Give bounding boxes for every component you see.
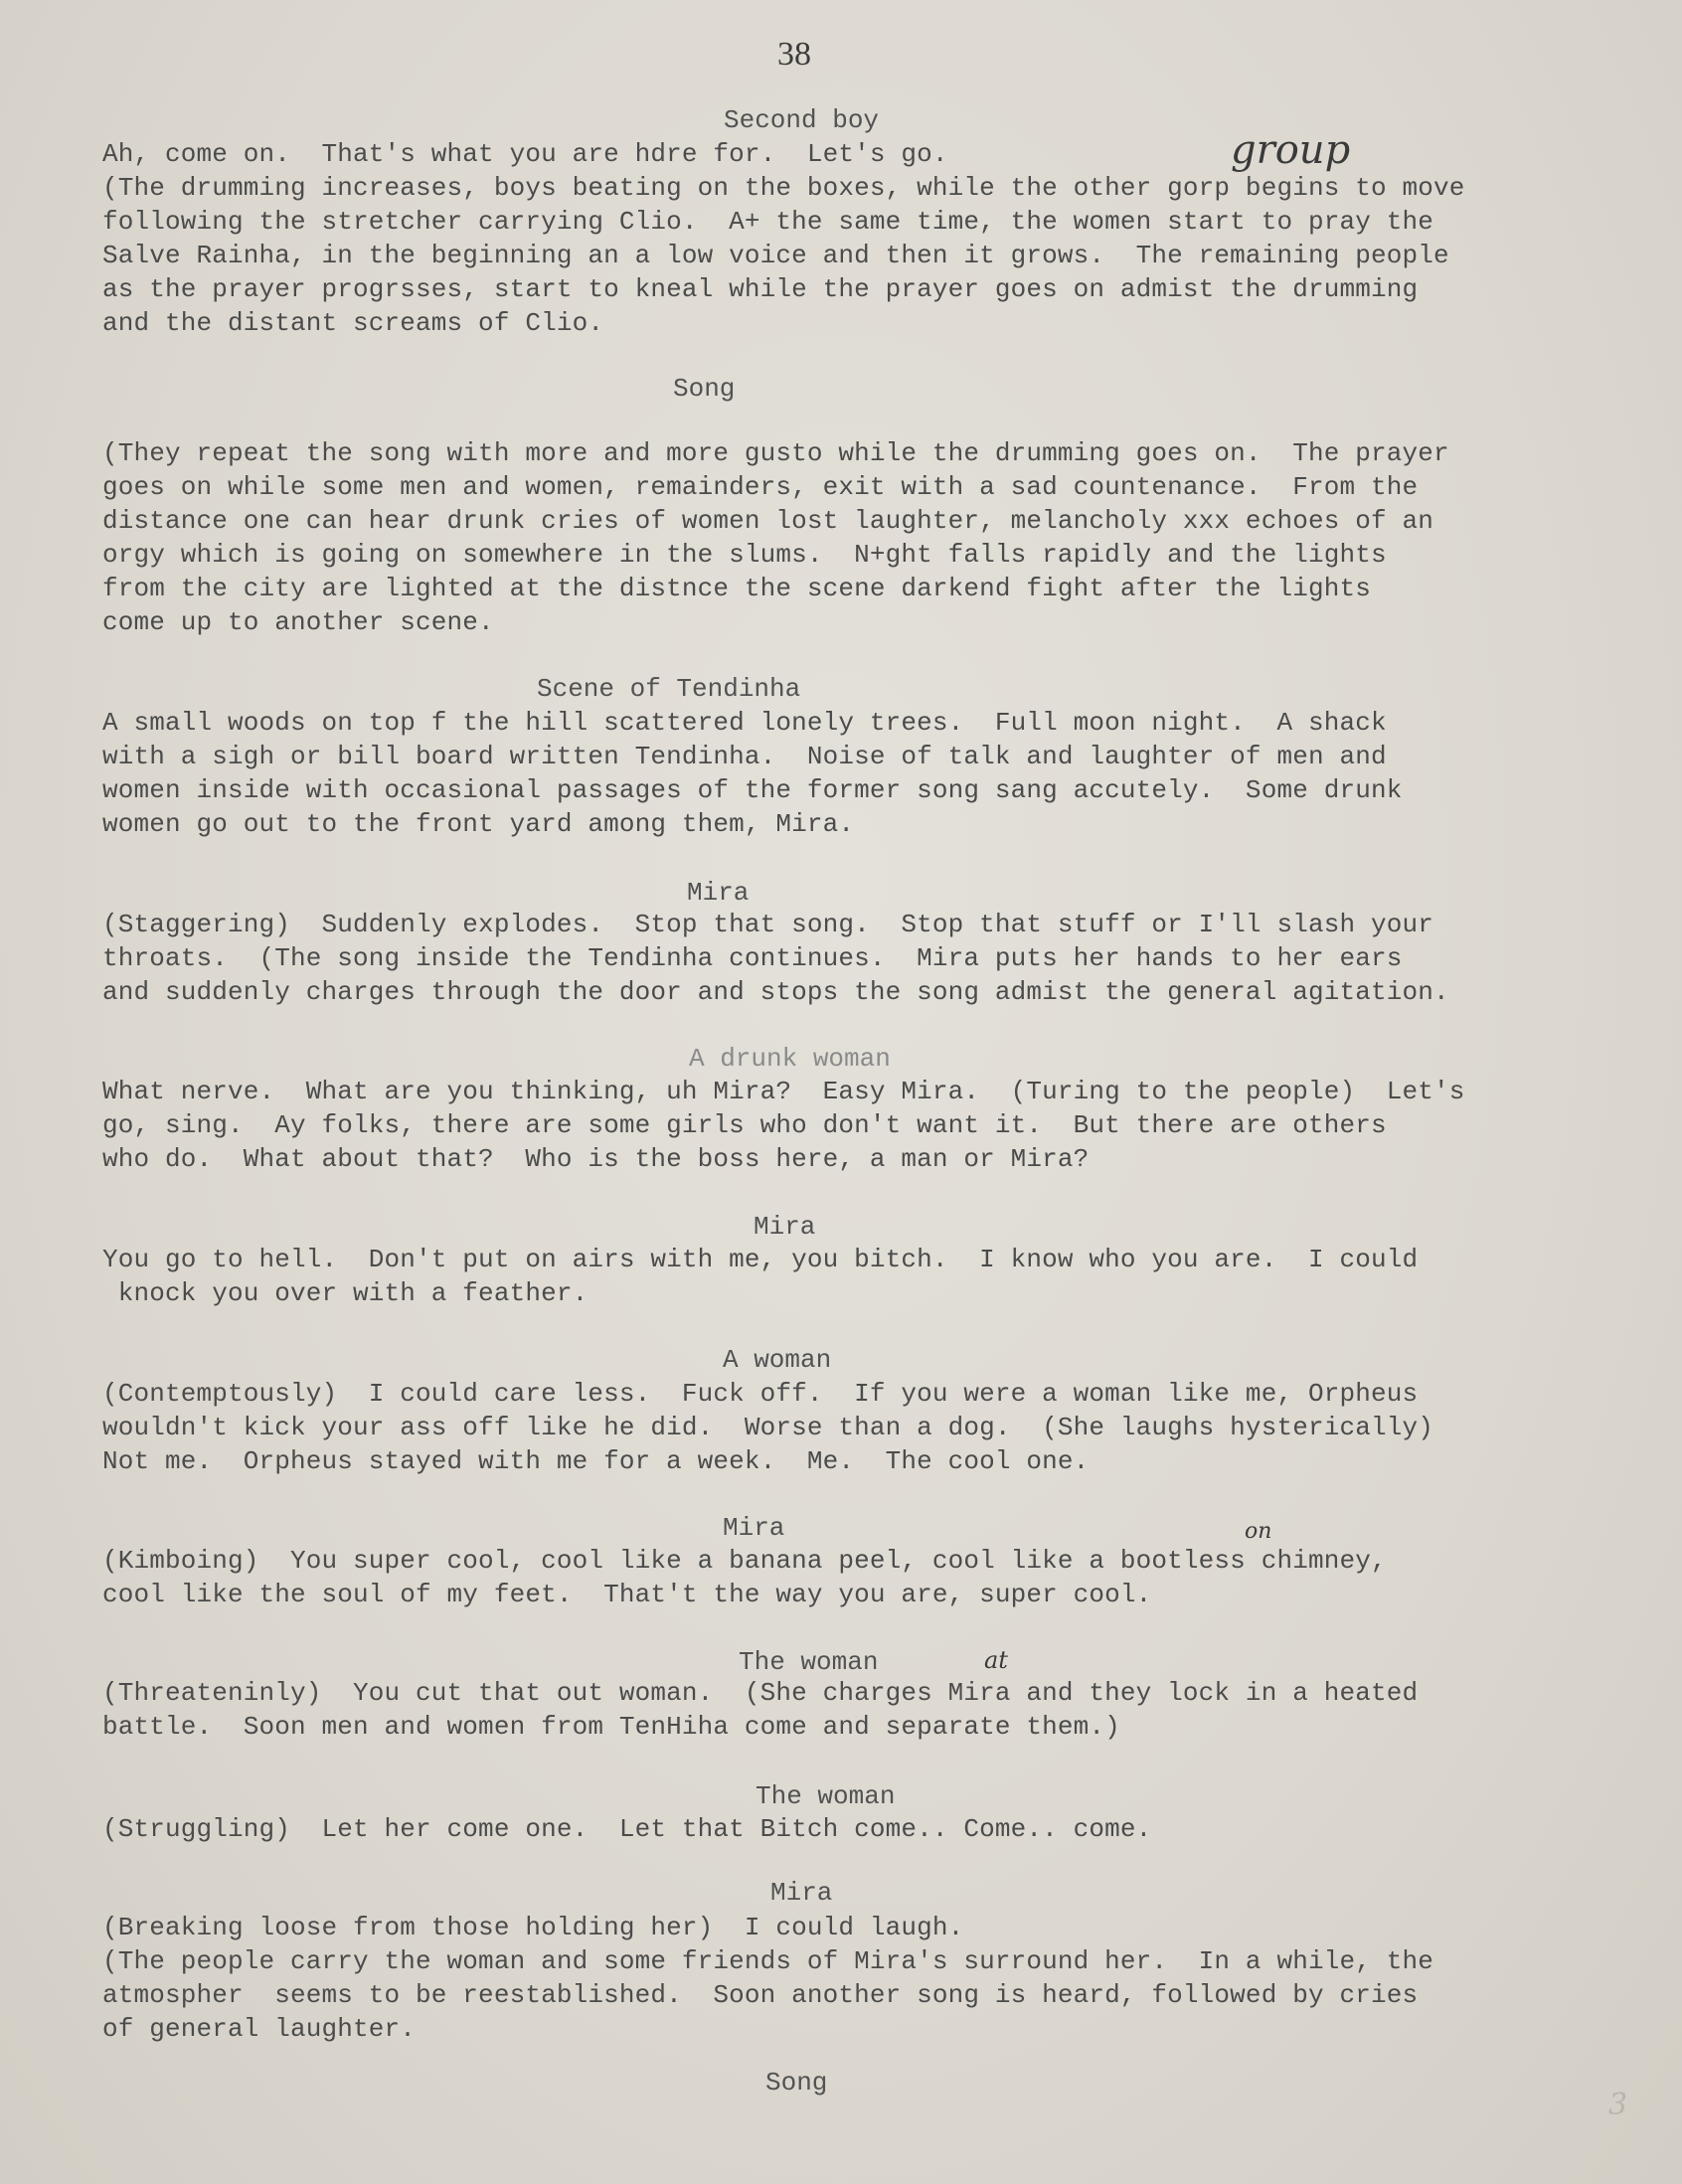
script-line: come up to another scene.	[102, 607, 494, 637]
speaker-heading-mira-1: Mira	[687, 878, 750, 908]
script-line: (Staggering) Suddenly explodes. Stop that song. Stop that stuff or I'll slash your	[102, 910, 1433, 939]
pencil-annotation-group: group	[1231, 127, 1351, 173]
script-line: battle. Soon men and women from TenHiha come and separate them.)	[102, 1712, 1120, 1742]
script-line: What nerve. What are you thinking, uh Mira? Easy Mira. (Turing to the people) Let's	[102, 1077, 1465, 1106]
script-line: and suddenly charges through the door and stops the song admist the general agitation.	[102, 977, 1449, 1007]
speaker-heading-mira-3: Mira	[723, 1513, 785, 1543]
script-line: (They repeat the song with more and more gusto while the drumming goes on. The prayer	[102, 438, 1449, 468]
page-number: 38	[777, 36, 811, 73]
script-line: (Contemptously) I could care less. Fuck off. If you were a woman like me, Orpheus	[102, 1379, 1419, 1409]
script-line: who do. What about that? Who is the boss here, a man or Mira?	[102, 1144, 1090, 1174]
script-line: You go to hell. Don't put on airs with me, you bitch. I know who you are. I could	[102, 1245, 1419, 1274]
script-line: (Kimboing) You super cool, cool like a banana peel, cool like a bootless chimney,	[102, 1546, 1387, 1576]
script-line: distance one can hear drunk cries of women lost laughter, melancholy xxx echoes of an	[102, 506, 1433, 536]
script-line: A small woods on top f the hill scattered lonely trees. Full moon night. A shack	[102, 708, 1387, 738]
script-line: following the stretcher carrying Clio. A+ the same time, the women start to pray the	[102, 207, 1433, 237]
script-line: and the distant screams of Clio.	[102, 308, 604, 338]
pencil-annotation-at: at	[984, 1646, 1008, 1674]
speaker-heading-the-woman-2: The woman	[756, 1781, 896, 1811]
script-line: (Threateninly) You cut that out woman. (She charges Mira and they lock in a heated	[102, 1678, 1419, 1708]
script-line: (Breaking loose from those holding her) I could laugh.	[102, 1913, 964, 1942]
script-line: atmospher seems to be reestablished. Soon another song is heard, followed by cries	[102, 1980, 1419, 2010]
script-line: goes on while some men and women, remainders, exit with a sad countenance. From the	[102, 472, 1419, 502]
speaker-heading-mira-2: Mira	[754, 1212, 816, 1242]
speaker-heading-song-1: Song	[673, 374, 736, 404]
speaker-heading-the-woman-1: The woman	[739, 1647, 879, 1677]
pencil-annotation-on: on	[1245, 1519, 1272, 1544]
script-line: of general laughter.	[102, 2014, 417, 2044]
script-line: with a sigh or bill board written Tendinha. Noise of talk and laughter of men and	[102, 742, 1387, 771]
speaker-heading-mira-4: Mira	[770, 1878, 833, 1908]
script-line: go, sing. Ay folks, there are some girls who don't want it. But there are others	[102, 1110, 1387, 1140]
script-line: women go out to the front yard among them, Mira.	[102, 809, 855, 839]
corner-page-mark: 3	[1608, 2088, 1628, 2122]
script-line: cool like the soul of my feet. That't the way you are, super cool.	[102, 1580, 1152, 1609]
script-line: (The people carry the woman and some friends of Mira's surround her. In a while, the	[102, 1946, 1433, 1976]
speaker-heading-song-2: Song	[765, 2068, 828, 2098]
script-line: Salve Rainha, in the beginning an a low voice and then it grows. The remaining people	[102, 241, 1449, 270]
script-line: knock you over with a feather.	[102, 1278, 589, 1308]
script-line: (Struggling) Let her come one. Let that Bitch come.. Come.. come.	[102, 1814, 1152, 1844]
speaker-heading-drunk-woman: A drunk woman	[689, 1044, 891, 1074]
speaker-heading-scene-tendinha: Scene of Tendinha	[537, 674, 801, 704]
speaker-heading-a-woman: A woman	[723, 1345, 832, 1375]
script-line: throats. (The song inside the Tendinha continues. Mira puts her hands to her ears	[102, 943, 1403, 973]
script-line: Ah, come on. That's what you are hdre for. Let's go.	[102, 139, 948, 169]
script-line: (The drumming increases, boys beating on the boxes, while the other gorp begins to move	[102, 173, 1465, 203]
speaker-heading-second-boy: Second boy	[724, 105, 880, 135]
script-line: as the prayer progrsses, start to kneal while the prayer goes on admist the drumming	[102, 274, 1419, 304]
script-line: Not me. Orpheus stayed with me for a week. Me. The cool one.	[102, 1446, 1090, 1476]
script-line: from the city are lighted at the distnce the scene darkend fight after the lights	[102, 574, 1371, 603]
script-line: women inside with occasional passages of the former song sang accutely. Some drunk	[102, 775, 1403, 805]
script-line: orgy which is going on somewhere in the slums. N+ght falls rapidly and the lights	[102, 540, 1387, 570]
script-line: wouldn't kick your ass off like he did. Worse than a dog. (She laughs hysterically)	[102, 1413, 1433, 1442]
